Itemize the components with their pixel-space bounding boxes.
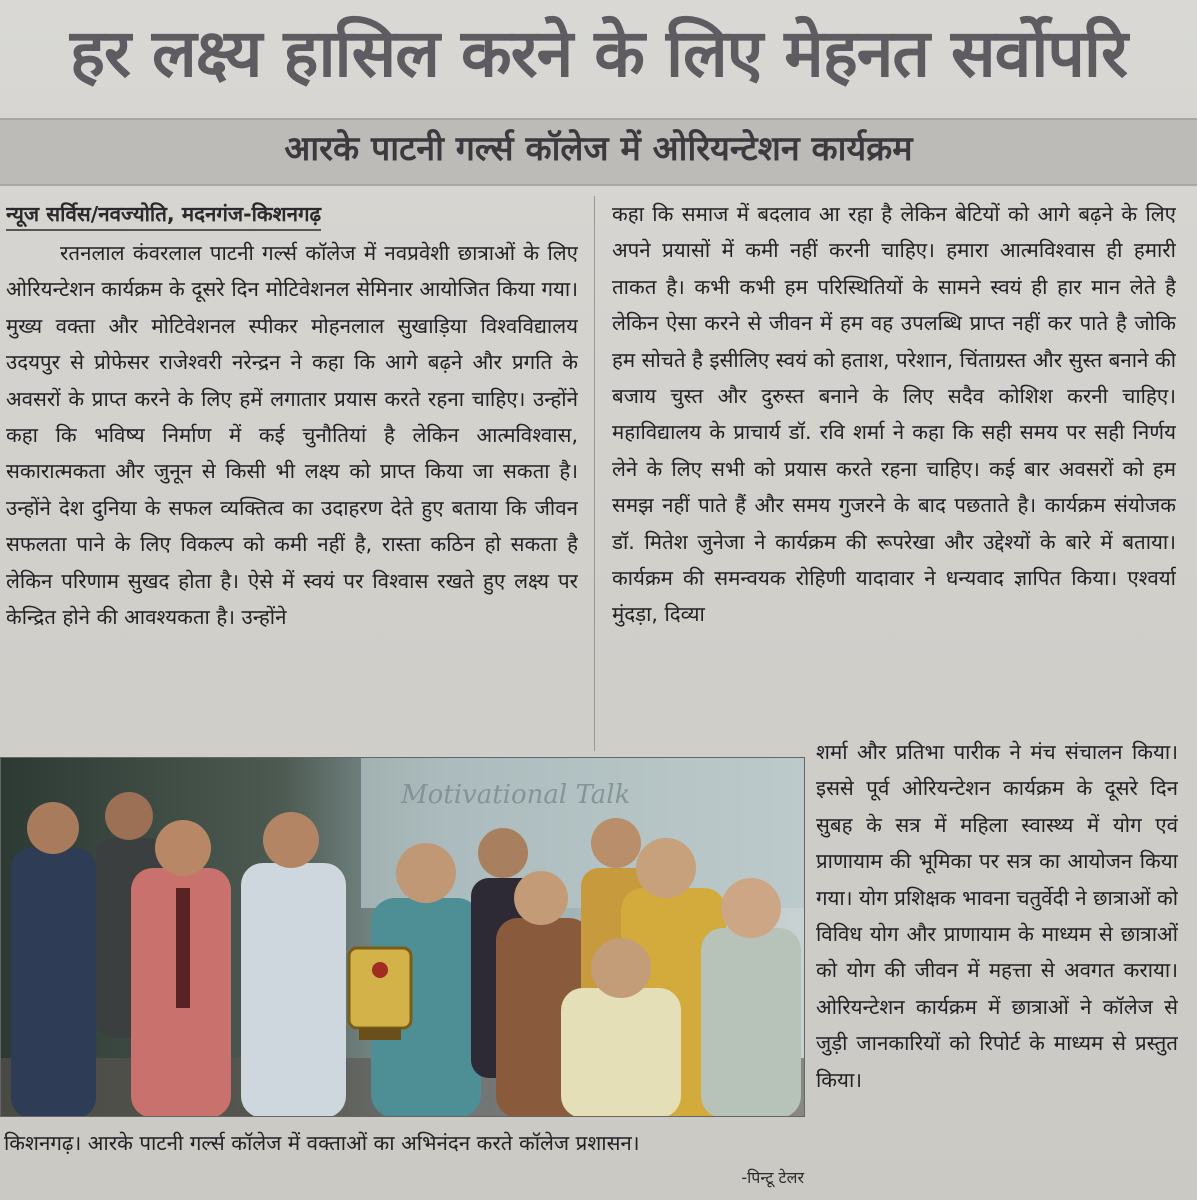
- article-paragraph-1: रतनलाल कंवरलाल पाटनी गर्ल्स कॉलेज में नवप्रवेशी छात्राओं के लिए ओरियन्टेशन कार्यक्रम के दूसरे दिन मोटिवेशनल सेमिनार आयोजित किया गया। मुख्य वक्ता और मोटिवेशनल स्पीकर मोहनलाल सुखाड़िया विश्वविद्यालय उदयपुर से प्रोफेसर राजेश्वरी नरेन्द्रन ने कहा कि आगे बढ़ने और प्रगति के अवसरों के प्राप्त करने के लिए हमें लगातार प्रयास करते रहना चाहिए। उन्होंने कहा कि भविष्य निर्माण में कई चुनौतियां है लेकिन आत्मविश्वास, सकारात्मकता और जुनून से किसी भी लक्ष्य को प्राप्त किया जा सकता है। उन्होंने देश दुनिया के सफल व्यक्तित्व का उदाहरण देते हुए बताया कि जीवन सफलता पाने के लिए विकल्प को कमी नहीं है, रास्ता कठिन हो सकता है लेकिन परिणाम सुखद होता है। ऐसे में स्वयं पर विश्वास रखते हुए लक्ष्य पर केन्द्रित होने की आवश्यकता है। उन्होंने: [6, 241, 578, 630]
- dateline: न्यूज सर्विस/नवज्योति, मदनगंज-किशनगढ़: [6, 199, 321, 231]
- subheadline: आरके पाटनी गर्ल्स कॉलेज में ओरियन्टेशन कार्यक्रम: [284, 129, 913, 169]
- memento-trophy: [349, 948, 411, 1040]
- article-paragraph-2: कहा कि समाज में बदलाव आ रहा है लेकिन बेटियों को आगे बढ़ने के लिए अपने प्रयासों में कमी नहीं करनी चाहिए। हमारा आत्मविश्वास ही हमारी ताकत है। कभी कभी हम परिस्थितियों के सामने स्वयं ही हार मान लेते है लेकिन ऐसा करने से जीवन में हम वह उपलब्धि प्राप्त नहीं कर पाते है जोकि हम सोचते है इसीलिए स्वयं को हताश, परेशान, चिंताग्रस्त और सुस्त बनाने की बजाय चुस्त और दुरुस्त बनाने के लिए सदैव कोशिश करनी चाहिए। महाविद्यालय के प्राचार्य डॉ. रवि शर्मा ने कहा कि सही समय पर सही निर्णय लेने के लिए सभी को प्रयास करते रहना चाहिए। कई बार अवसरों को हम समझ नहीं पाते हैं और समय गुजरने के बाद पछताते है। कार्यक्रम संयोजक डॉ. मितेश जुनेजा ने कार्यक्रम की रूपरेखा और उद्देश्यों के बारे में बताया। कार्यक्रम की समन्वयक रोहिणी यादावार ने धन्यवाद ज्ञापित किया। एश्वर्या मुंदड़ा, दिव्या: [612, 202, 1176, 627]
- article-column-1: [6, 196, 578, 756]
- article-paragraph-3: शर्मा और प्रतिभा पारीक ने मंच संचालन किया। इससे पूर्व ओरियन्टेशन कार्यक्रम के दूसरे दिन सुबह के सत्र में महिला स्वास्थ्य में योग एवं प्राणायाम की भूमिका पर सत्र का आयोजन किया गया। योग प्रशिक्षक भावना चतुर्वेदी ने छात्राओं को विविध योग और प्राणायाम के माध्यम से छात्राओं को योग की जीवन में महत्ता से अवगत कराया। ओरियन्टेशन कार्यक्रम में छात्राओं ने कॉलेज से जुड़ी जानकारियों को रिपोर्ट के माध्यम से प्रस्तुत किया।: [816, 740, 1178, 1092]
- article-column-2: [612, 196, 1176, 736]
- event-photo-illustration: [1, 758, 805, 1117]
- column-divider: [594, 196, 595, 751]
- article-column-3: [816, 734, 1178, 1184]
- photo-credit: -पिन्टू टेलर: [741, 1168, 804, 1187]
- event-photo: [0, 757, 805, 1117]
- headline: हर लक्ष्य हासिल करने के लिए मेहनत सर्वोपरि: [70, 15, 1127, 92]
- photo-caption: किशनगढ़। आरके पाटनी गर्ल्स कॉलेज में वक्ताओं का अभिनंदन करते कॉलेज प्रशासन।: [4, 1131, 640, 1155]
- banner-text: Motivational Talk: [401, 780, 631, 810]
